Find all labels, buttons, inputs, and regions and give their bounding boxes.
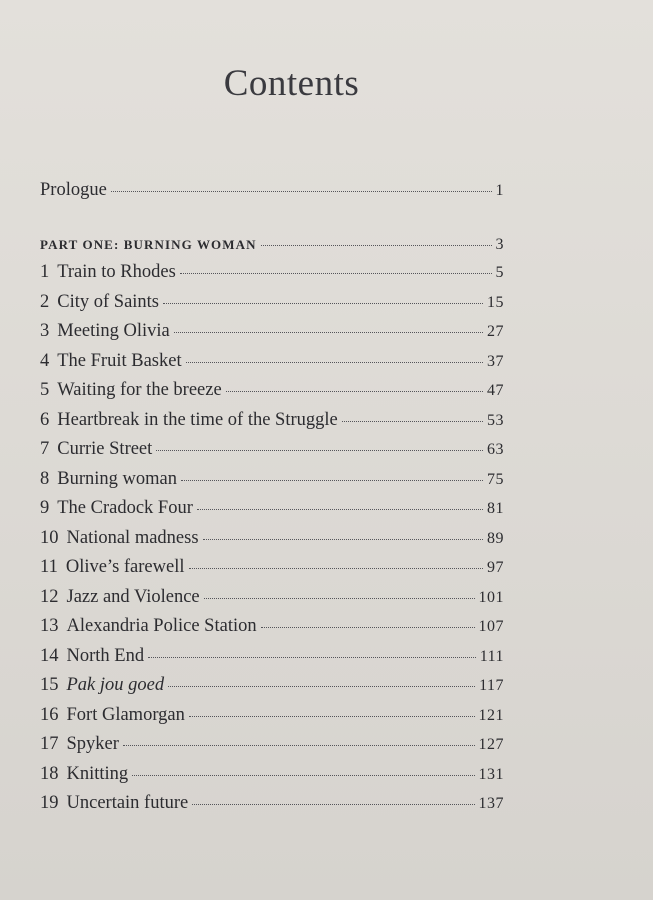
- toc-entry-chapter: [40, 321, 504, 342]
- entry-page-number: 1: [495, 182, 504, 199]
- entry-label: North End: [66, 645, 145, 666]
- dot-leader: [189, 716, 475, 717]
- chapter-number: 16: [40, 704, 59, 725]
- dot-leader: [174, 332, 483, 333]
- chapter-number: 14: [40, 645, 59, 666]
- entry-label: Uncertain future: [66, 793, 189, 813]
- entry-page-number: 37: [487, 352, 504, 370]
- toc-entry-chapter: [40, 439, 504, 460]
- chapter-number: 17: [40, 734, 59, 754]
- entry-label: Burning woman: [57, 468, 177, 489]
- toc-entry-chapter: [40, 587, 504, 608]
- entry-label: Jazz and Violence: [66, 586, 200, 607]
- entry-label: The Cradock Four: [57, 498, 193, 518]
- chapter-number: 6: [40, 409, 50, 430]
- toc-entry-part-one: [40, 236, 504, 254]
- chapter-number: 1: [40, 262, 50, 282]
- entry-label: Alexandria Police Station: [66, 616, 257, 636]
- entry-page-number: 63: [487, 441, 504, 458]
- toc-entry-chapter: [40, 557, 504, 578]
- dot-leader: [156, 450, 483, 451]
- entry-page-number: 89: [487, 529, 504, 547]
- entry-page-number: 111: [479, 647, 504, 665]
- dot-leader: [163, 303, 483, 304]
- entry-page-number: 127: [478, 736, 504, 753]
- toc-entry-chapter: [40, 262, 504, 283]
- chapter-number: 11: [40, 557, 58, 577]
- dot-leader: [181, 480, 483, 481]
- toc-entry-chapter: [40, 675, 504, 696]
- dot-leader: [180, 273, 492, 274]
- toc-entry-chapter: [40, 705, 504, 726]
- toc-entry-chapter: [40, 764, 504, 785]
- entry-page-number: 137: [478, 795, 504, 812]
- chapter-number: 2: [40, 291, 50, 312]
- entry-page-number: 117: [479, 677, 504, 694]
- dot-leader: [192, 804, 474, 805]
- chapter-number: 7: [40, 439, 50, 459]
- dot-leader: [342, 421, 483, 422]
- dot-leader: [226, 391, 483, 392]
- dot-leader: [261, 245, 492, 246]
- entry-label: Meeting Olivia: [57, 321, 170, 341]
- page-title: Contents: [223, 63, 360, 104]
- part-heading: PART ONE: BURNING WOMAN: [40, 237, 257, 252]
- entry-label: Olive’s farewell: [65, 557, 185, 577]
- dot-leader: [111, 191, 492, 192]
- entry-label: Heartbreak in the time of the Struggle: [57, 409, 338, 430]
- entry-label: National madness: [66, 527, 199, 548]
- chapter-number: 9: [40, 498, 50, 518]
- toc-entry-chapter: [40, 351, 504, 372]
- entry-page-number: 81: [487, 500, 504, 517]
- entry-page-number: 3: [495, 236, 504, 253]
- entry-page-number: 97: [487, 559, 504, 576]
- toc-entry-chapter: [40, 498, 504, 519]
- dot-leader: [148, 657, 476, 658]
- chapter-number: 19: [40, 793, 59, 813]
- toc-entry-chapter: [40, 616, 504, 637]
- entry-page-number: 15: [487, 293, 504, 311]
- toc-entry-chapter: [40, 292, 504, 313]
- dot-leader: [186, 362, 483, 363]
- chapter-number: 12: [40, 586, 59, 607]
- toc-entry-chapter: [40, 469, 504, 490]
- dot-leader: [203, 539, 483, 540]
- entry-label: The Fruit Basket: [57, 350, 182, 371]
- chapter-number: 4: [40, 350, 50, 371]
- chapter-number: 18: [40, 763, 59, 784]
- entry-page-number: 75: [487, 470, 504, 488]
- dot-leader: [189, 568, 484, 569]
- dot-leader: [168, 686, 475, 687]
- dot-leader: [204, 598, 475, 599]
- entry-label: Pak jou goed: [66, 675, 165, 695]
- entry-label: Spyker: [66, 734, 119, 754]
- entry-page-number: 101: [478, 588, 504, 606]
- entry-label: Train to Rhodes: [57, 262, 176, 282]
- entry-label: Currie Street: [57, 439, 153, 459]
- toc-entry-chapter: [40, 793, 504, 814]
- entry-label: Fort Glamorgan: [66, 704, 185, 725]
- toc-entry-chapter: [40, 528, 504, 549]
- entry-page-number: 107: [478, 618, 504, 635]
- entry-page-number: 5: [495, 264, 504, 281]
- entry-page-number: 121: [478, 706, 504, 724]
- toc-entry-prologue: [40, 180, 504, 201]
- chapter-number: 13: [40, 616, 59, 636]
- toc-entry-chapter: [40, 410, 504, 431]
- entry-label: City of Saints: [57, 291, 160, 312]
- toc-entry-chapter: [40, 734, 504, 755]
- entry-label: Prologue: [40, 180, 107, 200]
- entry-page-number: 53: [487, 411, 504, 429]
- dot-leader: [261, 627, 475, 628]
- toc-entry-chapter: [40, 380, 504, 401]
- dot-leader: [132, 775, 474, 776]
- chapter-number: 8: [40, 468, 50, 489]
- entry-page-number: 27: [487, 323, 504, 340]
- entry-page-number: 131: [478, 765, 504, 783]
- dot-leader: [197, 509, 483, 510]
- dot-leader: [123, 745, 475, 746]
- toc-entry-chapter: [40, 646, 504, 667]
- chapter-number: 3: [40, 321, 50, 341]
- entry-page-number: 47: [487, 382, 504, 399]
- entry-label: Knitting: [66, 763, 129, 784]
- entry-label: Waiting for the breeze: [57, 380, 222, 400]
- chapter-number: 5: [40, 380, 50, 400]
- chapter-number: 10: [40, 527, 59, 548]
- chapter-number: 15: [40, 675, 59, 695]
